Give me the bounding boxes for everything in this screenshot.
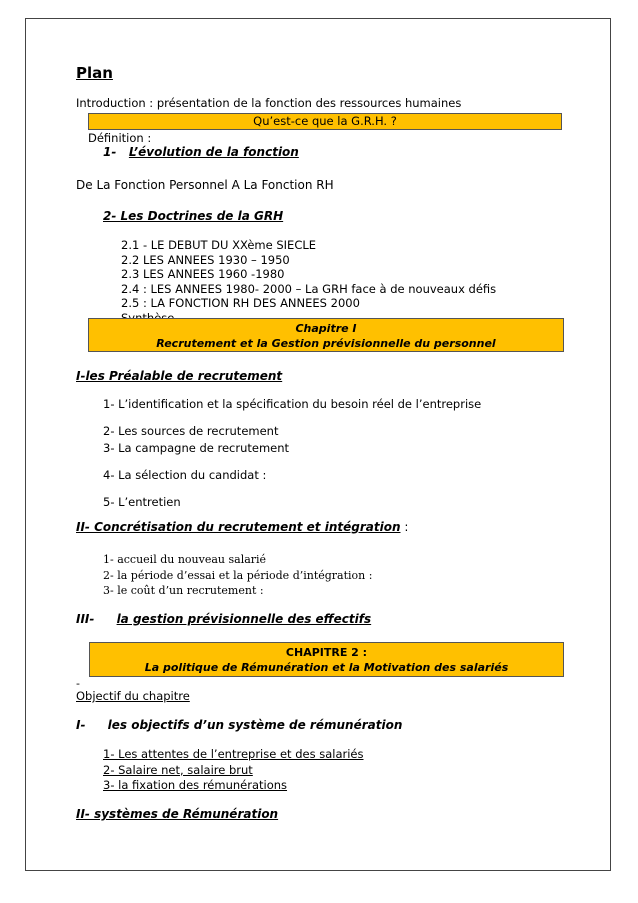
- remuneration-item: 1- Les attentes de l’entreprise et des salariés: [103, 747, 364, 761]
- partIII-heading: [76, 612, 371, 626]
- partI-item: 4- La sélection du candidat :: [103, 468, 267, 482]
- plan-title: Plan: [76, 64, 113, 82]
- sec1-number: 1-: [103, 145, 117, 159]
- intro-line: Introduction : présentation de la fonction des ressources humaines: [76, 96, 462, 110]
- sec1-subtitle: De La Fonction Personnel A La Fonction RH: [76, 178, 334, 192]
- partII-colon: :: [400, 520, 409, 534]
- partII-item: 3- le coût d’un recrutement :: [103, 584, 264, 597]
- grh-banner-text: Qu’est-ce que la G.R.H. ?: [253, 114, 397, 128]
- partII-list: [103, 552, 372, 599]
- remuneration-II-title: II- systèmes de Rémunération: [76, 807, 279, 821]
- chapter2-banner: [89, 642, 564, 677]
- partI-item: 1- L’identification et la spécification du besoin réel de l’entreprise: [103, 397, 482, 411]
- doctrine-item: 2.1 - LE DEBUT DU XXème SIECLE: [121, 238, 317, 252]
- grh-banner: [88, 113, 562, 130]
- remuneration-item: 2- Salaire net, salaire brut: [103, 762, 253, 777]
- partI-item: 5- L’entretien: [103, 495, 181, 509]
- partIII-title: la gestion prévisionnelle des effectifs: [116, 612, 372, 626]
- chapter2-label: CHAPITRE 2 :: [285, 646, 368, 659]
- partII-title: II- Concrétisation du recrutement et intégration: [76, 520, 401, 534]
- doctrine-item: 2.5 : LA FONCTION RH DES ANNEES 2000: [121, 296, 360, 310]
- partIII-number: III-: [76, 612, 95, 626]
- remuneration-item: 3- la fixation des rémunérations: [103, 778, 288, 792]
- remuneration-I-heading: [76, 718, 402, 732]
- dash-mark: -: [76, 677, 80, 690]
- sec2-title: 2- Les Doctrines de la GRH: [103, 209, 284, 223]
- objectif-chapitre: Objectif du chapitre: [76, 689, 190, 703]
- chapter2-title: La politique de Rémunération et la Motivation des salariés: [144, 661, 509, 674]
- doctrine-item: 2.3 LES ANNEES 1960 -1980: [121, 267, 285, 281]
- partI-item: 3- La campagne de recrutement: [103, 441, 290, 455]
- remuneration-I-number: I-: [76, 718, 86, 732]
- doctrines-list: [121, 238, 496, 325]
- partI-title: I-les Préalable de recrutement: [76, 369, 283, 383]
- doctrine-item: 2.2 LES ANNEES 1930 – 1950: [121, 252, 290, 267]
- remuneration-I-title: les objectifs d’un système de rémunération: [107, 718, 403, 732]
- chapter1-banner: [88, 318, 564, 352]
- remuneration-I-list: [103, 747, 364, 794]
- partII-item: 1- accueil du nouveau salarié: [103, 553, 267, 566]
- sec1-heading: [103, 145, 299, 159]
- doctrine-item: 2.4 : LES ANNEES 1980- 2000 – La GRH face à de nouveaux défis: [121, 281, 497, 296]
- partII-heading: [76, 520, 408, 534]
- sec1-title: L’évolution de la fonction: [128, 145, 299, 159]
- partI-item: 2- Les sources de recrutement: [103, 424, 279, 438]
- definition-label: Définition :: [88, 131, 152, 145]
- partII-item: 2- la période d’essai et la période d’intégration :: [103, 568, 373, 582]
- chapter1-title: Recrutement et la Gestion prévisionnelle du personnel: [156, 337, 496, 350]
- chapter1-label: Chapitre I: [295, 322, 357, 335]
